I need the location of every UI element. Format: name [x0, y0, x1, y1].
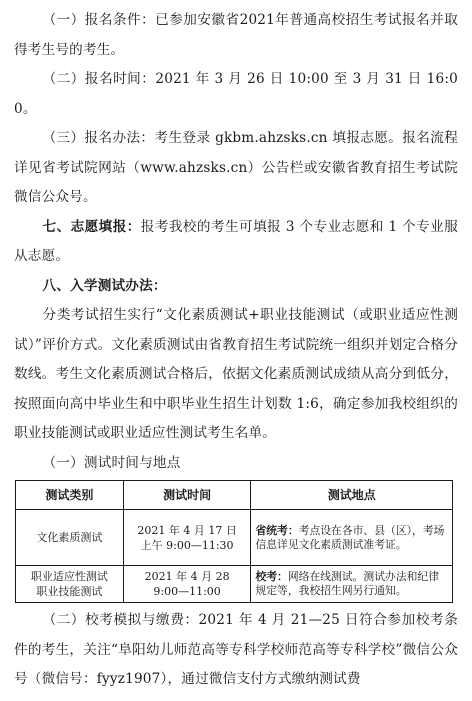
table-header-row: [16, 481, 453, 510]
paragraph-registration-time: （二）报名时间：2021 年 3 月 26 日 10:00 至 3 月 31 日 16:00。: [14, 71, 458, 117]
paragraph-evaluation-method: 分类考试招生实行“文化素质测试+职业技能测试（或职业适应性测试）”评价方式。文化素质测试由省教育招生考试院统一组织并划定合格分数线。考生文化素质测试合格后，依据文化素质测试成绩从高分到低分，按照面向高中毕业生和中职毕业生招生计划数 1:6，确定参加我校组织的职业技能测试或职业适应性测试考生名单。: [14, 307, 458, 441]
paragraph-registration-conditions: （一）报名条件：已参加安徽省2021年普通高校招生考试报名并取得考生号的考生。: [14, 12, 458, 58]
paragraph-section-7: [14, 213, 458, 272]
cell-time: [123, 510, 251, 566]
header-test-location: 测试地点: [251, 481, 453, 510]
test-schedule-table: [15, 480, 453, 603]
paragraph-registration-method: （三）报名办法：考生登录 gkbm.ahzsks.cn 填报志愿。报名流程详见省考试院网站（www.ahzsks.cn）公告栏或安徽省教育招生考试院微信公众号。: [14, 130, 458, 205]
time-range: 上午 9:00—11:30: [140, 538, 234, 552]
location-text: 网络在线测试。测试办法和纪律规定等，我校招生网另行通知。: [255, 570, 440, 597]
section-8-heading: 八、入学测试办法：: [42, 277, 167, 294]
category-line: 职业适应性测试: [30, 570, 108, 583]
time-range: 9:00—11:00: [153, 585, 221, 598]
cell-category: 文化素质测试: [16, 510, 124, 566]
test-schedule-table-wrapper: [15, 480, 453, 603]
cell-location: [251, 566, 453, 603]
paragraph-mock-test-and-fee: （二）校考模拟与缴费：2021 年 4 月 21—25 日符合参加校考条件的考生，关注“阜阳幼儿师范高等专科学校师范高等专科学校”微信公众号（微信号：fyyz1907），通过微信支付方式缴纳测试费: [14, 612, 458, 687]
section-7-heading: 七、志愿填报：: [42, 218, 141, 235]
location-text: 考点设在各市、县（区），考场信息详见文化素质测试准考证。: [255, 523, 445, 551]
time-date: 2021 年 4 月 17 日: [137, 523, 237, 537]
header-test-time: 测试时间: [123, 481, 251, 510]
category-line: 职业技能测试: [36, 585, 103, 598]
header-test-category: 测试类别: [16, 481, 124, 510]
table-row: [16, 510, 453, 566]
paragraph-test-time-place: （一）测试时间与地点: [42, 454, 181, 471]
table-row: [16, 566, 453, 603]
cell-location: [251, 510, 453, 566]
location-label: 校考：: [255, 570, 288, 583]
time-date: 2021 年 4 月 28: [144, 570, 230, 583]
section-7-body: 报考我校的考生可填报 3 个专业志愿和 1 个专业服从志愿。: [14, 218, 458, 264]
cell-category: [16, 566, 124, 603]
cell-time: [123, 566, 251, 603]
location-label: 省统考：: [255, 523, 299, 537]
